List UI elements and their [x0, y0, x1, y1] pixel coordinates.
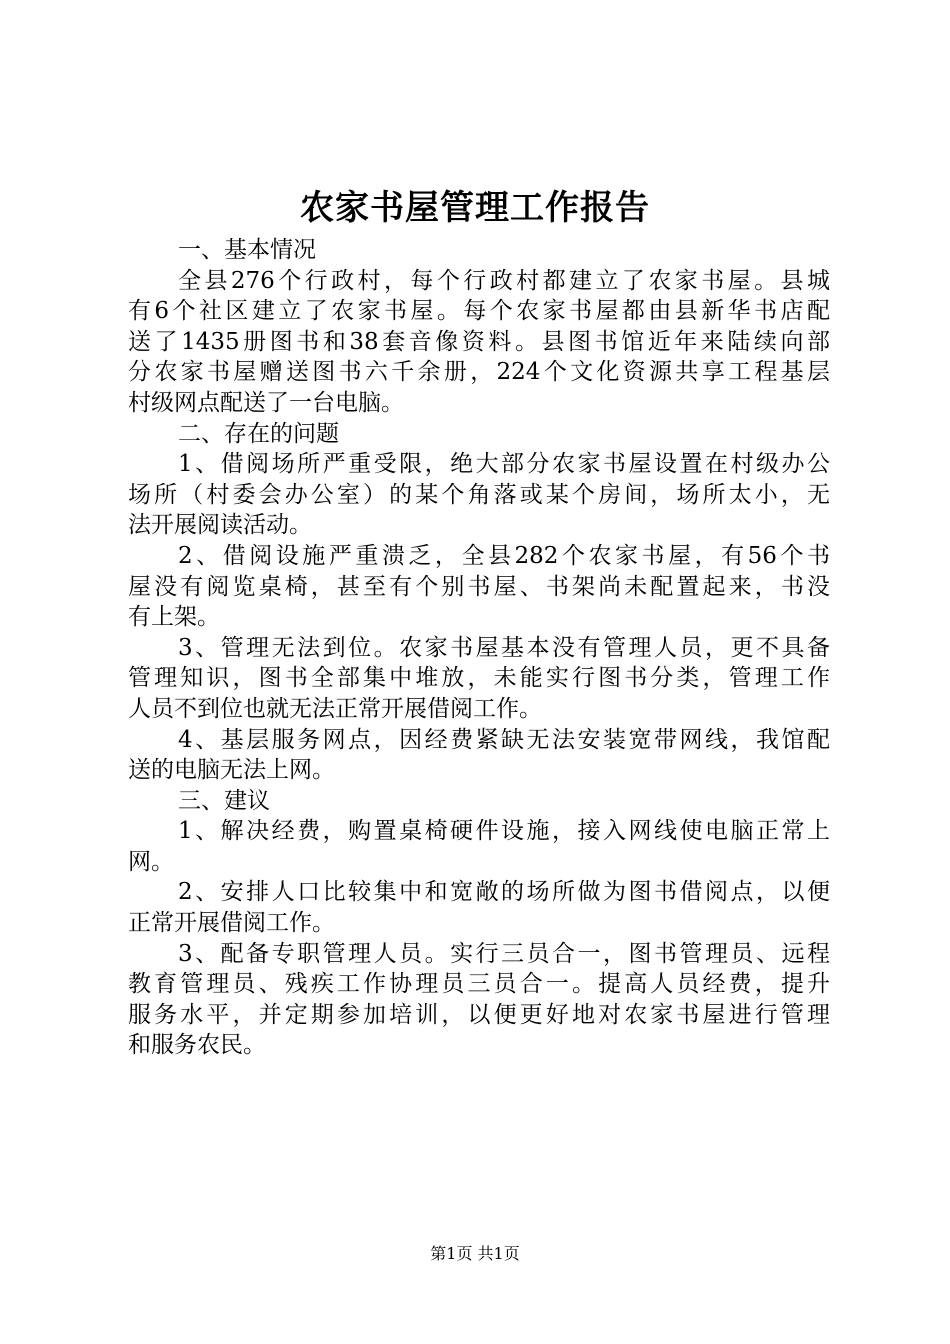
- paragraph-line: 服务水平，并定期参加培训，以便更好地对农家书屋进行管理: [128, 1001, 830, 1028]
- paragraph-line: 全县276个行政村，每个行政村都建立了农家书屋。县城: [178, 267, 830, 294]
- paragraph-line: 3、管理无法到位。农家书屋基本没有管理人员，更不具备: [178, 634, 830, 661]
- section-heading: 二、存在的问题: [178, 420, 339, 447]
- paragraph-line: 场所（村委会办公室）的某个角落或某个房间，场所太小，无: [128, 481, 830, 508]
- page-footer: 第1页 共1页: [430, 1244, 520, 1263]
- paragraph-line: 送了1435册图书和38套音像资料。县图书馆近年来陆续向部: [128, 328, 830, 355]
- section-heading: 一、基本情况: [178, 237, 316, 263]
- paragraph-line: 正常开展借阅工作。: [128, 910, 335, 937]
- paragraph-line: 1、借阅场所严重受限，绝大部分农家书屋设置在村级办公: [178, 451, 830, 478]
- paragraph-line: 网。: [128, 848, 174, 875]
- paragraph-line: 分农家书屋赠送图书六千余册，224个文化资源共享工程基层: [128, 359, 830, 386]
- paragraph-line: 管理知识，图书全部集中堆放，未能实行图书分类，管理工作: [128, 665, 830, 692]
- paragraph-line: 有上架。: [128, 604, 220, 631]
- paragraph-line: 送的电脑无法上网。: [128, 757, 335, 784]
- paragraph-line: 教育管理员、残疾工作协理员三员合一。提高人员经费，提升: [128, 971, 830, 998]
- paragraph-line: 1、解决经费，购置桌椅硬件设施，接入网线使电脑正常上: [178, 818, 830, 845]
- paragraph-line: 2、安排人口比较集中和宽敞的场所做为图书借阅点，以便: [178, 879, 830, 906]
- paragraph-line: 人员不到位也就无法正常开展借阅工作。: [128, 695, 542, 722]
- section-heading: 三、建议: [178, 787, 270, 814]
- document-body: [128, 235, 830, 1061]
- paragraph-line: 村级网点配送了一台电脑。: [128, 389, 404, 416]
- paragraph-line: 2、借阅设施严重溃乏，全县282个农家书屋，有56个书: [178, 542, 830, 569]
- paragraph-line: 法开展阅读活动。: [128, 512, 312, 539]
- paragraph-line: 有6个社区建立了农家书屋。每个农家书屋都由县新华书店配: [128, 298, 830, 325]
- paragraph-line: 和服务农民。: [128, 1032, 266, 1059]
- paragraph-line: 4、基层服务网点，因经费紧缺无法安装宽带网线，我馆配: [178, 726, 830, 753]
- document-title: 农家书屋管理工作报告: [300, 188, 650, 228]
- paragraph-line: 3、配备专职管理人员。实行三员合一，图书管理员、远程: [178, 940, 830, 967]
- paragraph-line: 屋没有阅览桌椅，甚至有个别书屋、书架尚未配置起来，书没: [128, 573, 830, 600]
